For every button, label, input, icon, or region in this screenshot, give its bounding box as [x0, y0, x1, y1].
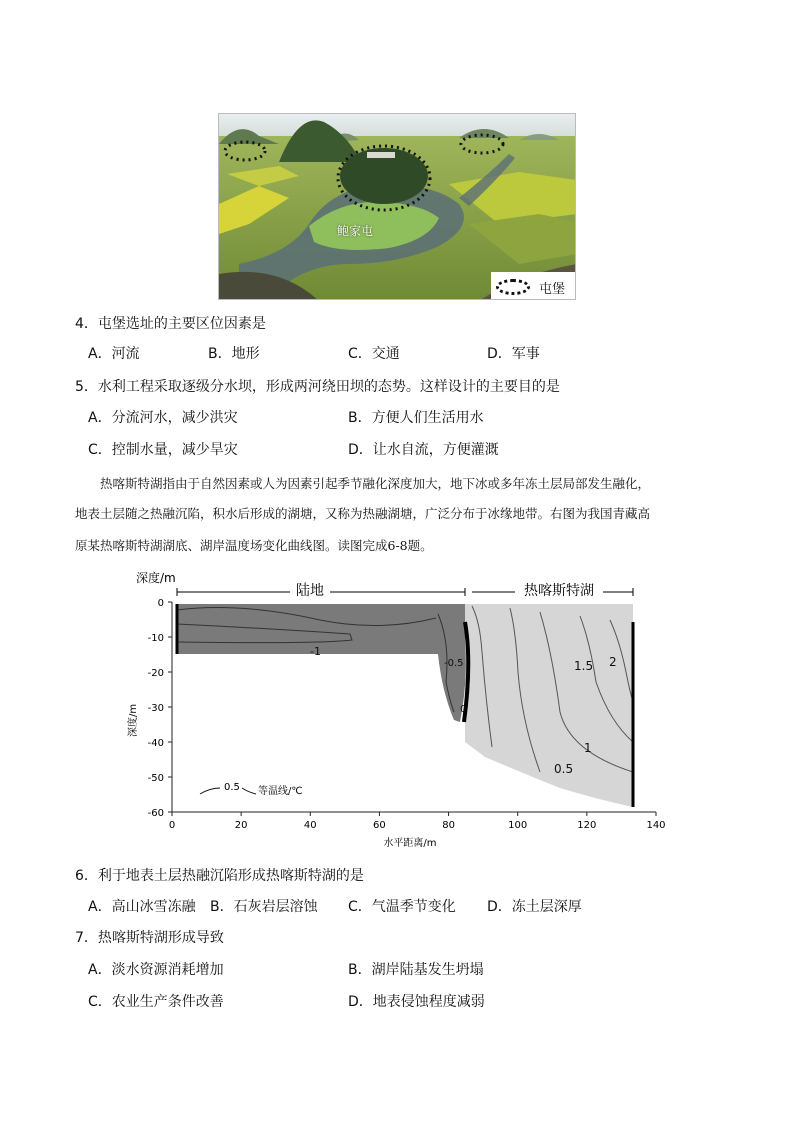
x-tick-group	[169, 812, 666, 831]
y-tick-label: -50	[147, 773, 164, 784]
question-5-option-a[interactable]: A．分流河水，减少洪灾	[88, 410, 238, 426]
question-7-stem: 7．热喀斯特湖形成导致	[75, 930, 224, 946]
contour-label: 1.5	[574, 659, 594, 673]
legend-value: 0.5	[224, 782, 240, 793]
contour-label: 0.5	[554, 762, 574, 776]
question-7-option-b[interactable]: B．湖岸陆基发生坍塌	[348, 962, 484, 978]
legend-label: 等温线/℃	[258, 786, 303, 797]
x-tick-label: 100	[508, 820, 528, 831]
x-tick-label: 60	[373, 820, 386, 831]
legend-line-right	[242, 788, 256, 794]
y-tick-label: -30	[147, 703, 164, 714]
y-tick-label: -10	[147, 633, 164, 644]
question-4-option-d[interactable]: D．军事	[487, 346, 540, 362]
y-tick-label: -20	[147, 668, 164, 679]
dotted-oval-icon	[496, 279, 530, 295]
question-5-option-b[interactable]: B．方便人们生活用水	[348, 410, 484, 426]
question-6-stem: 6．利于地表土层热融沉陷形成热喀斯特湖的是	[75, 868, 364, 884]
question-4-option-c[interactable]: C．交通	[348, 346, 400, 362]
question-7-option-d[interactable]: D．地表侵蚀程度减弱	[348, 994, 485, 1010]
y-tick-label: -60	[147, 808, 164, 819]
question-7-option-c[interactable]: C．农业生产条件改善	[88, 994, 224, 1010]
question-6-option-a[interactable]: A．高山冰雪冻融	[88, 899, 196, 915]
passage-line-3: 原某热喀斯特湖湖底、湖岸温度场变化曲线图。读图完成6-8题。	[75, 538, 433, 553]
question-7-option-a[interactable]: A．淡水资源消耗增加	[88, 962, 224, 978]
contour-label: -0.5	[444, 658, 464, 669]
question-4-option-b[interactable]: B．地形	[208, 346, 260, 362]
x-tick-label: 20	[234, 820, 248, 831]
question-5-option-c[interactable]: C．控制水量，减少旱灾	[88, 442, 238, 458]
x-tick-label: 80	[442, 820, 455, 831]
question-5-option-d[interactable]: D．让水自流，方便灌溉	[348, 442, 499, 458]
y-tick-label: -40	[147, 738, 164, 749]
contour-label: -1	[310, 645, 321, 658]
x-tick-label: 120	[577, 820, 597, 831]
x-tick-label: 0	[168, 820, 176, 831]
legend-line-left	[200, 788, 220, 794]
passage-line-2: 地表土层随之热融沉陷，积水后形成的湖塘，又称为热融湖塘，广泛分布于冰缘地带。右图为我国青藏高	[75, 506, 651, 521]
y-axis-top-label: 深度/m	[136, 571, 176, 585]
photo-legend	[491, 272, 576, 300]
question-5-stem: 5．水利工程采取逐级分水坝，形成两河绕田坝的态势。这样设计的主要目的是	[75, 379, 560, 395]
lake-region	[465, 604, 633, 807]
y-tick-group	[148, 598, 172, 819]
x-tick-label: 140	[646, 820, 666, 831]
question-6-option-d[interactable]: D．冻土层深厚	[487, 899, 582, 915]
x-tick-label: 40	[303, 820, 317, 831]
question-4-stem: 4．屯堡选址的主要区位因素是	[75, 316, 266, 332]
village-label: 鲍家屯	[337, 224, 374, 238]
contour-label: 0	[460, 704, 467, 715]
contour-label: 1	[584, 741, 592, 755]
x-axis-label: 水平距离/m	[383, 838, 437, 849]
region-label-land: 陆地	[296, 583, 324, 599]
legend-label: 屯堡	[539, 282, 566, 297]
contour-label: 2	[609, 655, 617, 669]
passage-line-1: 热喀斯特湖指由于自然因素或人为因素引起季节融化深度加大，地下冰或多年冻土层局部发生融化，	[100, 476, 651, 491]
tunpu-photo	[218, 113, 576, 300]
thermokarst-chart	[120, 562, 680, 862]
y-tick-label: 0	[157, 598, 164, 609]
question-6-option-c[interactable]: C．气温季节变化	[348, 899, 456, 915]
y-axis-side-label: 深度/m	[128, 703, 139, 737]
region-label-lake: 热喀斯特湖	[524, 583, 594, 599]
question-4-option-a[interactable]: A．河流	[88, 346, 140, 362]
land-region	[177, 604, 466, 722]
question-6-option-b[interactable]: B．石灰岩层溶蚀	[210, 899, 318, 915]
